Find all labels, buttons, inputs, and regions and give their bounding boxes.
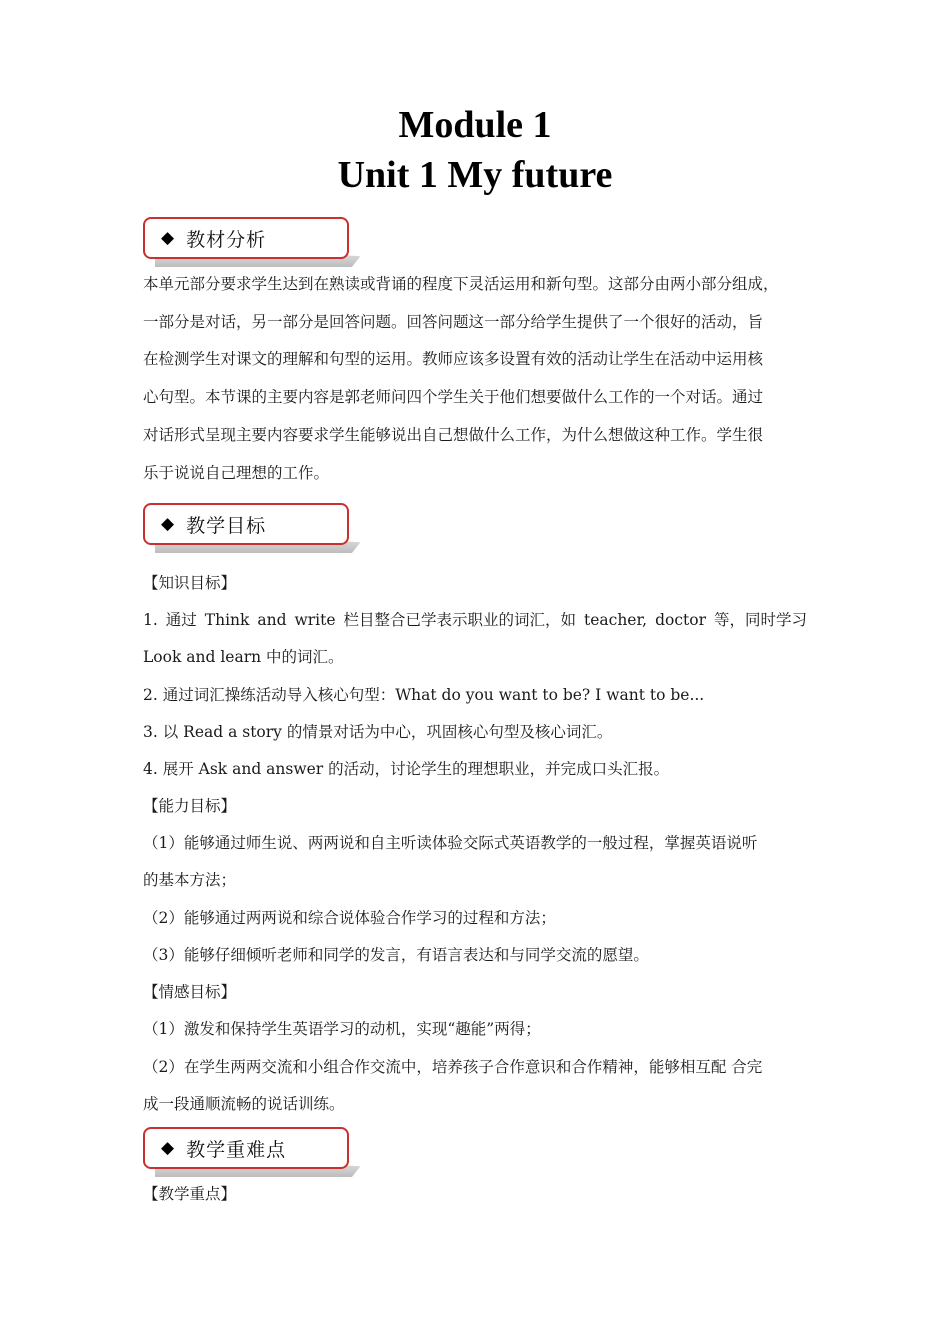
knowledge-item-3: 3. 以 Read a story 的情景对话为中心，巩固核心句型及核心词汇。 (143, 723, 613, 741)
word: doctor (655, 611, 706, 629)
analysis-line: 一部分是对话，另一部分是回答问题。回答问题这一部分给学生提供了一个很好的活动，旨 (143, 312, 764, 331)
ability-item-3: （3）能够仔细倾听老师和同学的发言，有语言表达和与同学交流的愿望。 (143, 946, 649, 964)
analysis-line: 在检测学生对课文的理解和句型的运用。教师应该多设置有效的活动让学生在活动中运用核 (143, 350, 764, 369)
word: and (257, 611, 287, 629)
ability-item-1-cont: 的基本方法； (143, 871, 237, 889)
word: 等，同时学习 (713, 611, 807, 629)
word: Think (204, 611, 250, 629)
ability-heading: 【能力目标】 (143, 797, 237, 815)
section-label: 教材分析 (186, 228, 267, 251)
key-heading: 【教学重点】 (143, 1185, 237, 1203)
emotion-heading: 【情感目标】 (143, 983, 237, 1001)
knowledge-item-2: 2. 通过词汇操练活动导入核心句型：What do you want to be? I want to be... (143, 686, 705, 704)
emotion-item-2-cont: 成一段通顺流畅的说话训练。 (143, 1095, 345, 1113)
knowledge-item-1-cont: Look and learn 中的词汇。 (143, 648, 344, 666)
word: 1. (143, 611, 158, 629)
analysis-line: 本单元部分要求学生达到在熟读或背诵的程度下灵活运用和新句型。这部分由两小部分组成， (143, 275, 779, 293)
analysis-line: 乐于说说自己理想的工作。 (143, 463, 330, 482)
ability-item-1: （1）能够通过师生说、两两说和自主听读体验交际式英语教学的一般过程，掌握英语说听 (143, 834, 758, 852)
section-header-analysis (143, 217, 351, 261)
word: teacher, (584, 611, 648, 629)
ability-item-2: （2）能够通过两两说和综合说体验合作学习的过程和方法； (143, 909, 556, 927)
diamond-icon: ◆ (161, 514, 175, 534)
analysis-line: 对话形式呈现主要内容要求学生能够说出自己想做什么工作，为什么想做这种工作。学生很 (143, 425, 764, 444)
section-header-objectives (143, 503, 351, 547)
knowledge-item-1 (143, 609, 807, 631)
section-box (143, 503, 349, 545)
analysis-paragraph (143, 266, 811, 492)
word: 通过 (165, 611, 197, 629)
knowledge-item-4: 4. 展开 Ask and answer 的活动，讨论学生的理想职业，并完成口头汇报。 (143, 760, 670, 778)
section-box (143, 217, 349, 259)
diamond-icon: ◆ (161, 1138, 175, 1158)
analysis-line: 心句型。本节课的主要内容是郭老师问四个学生关于他们想要做什么工作的一个对话。通过 (143, 388, 764, 407)
module-title: Module 1 (398, 104, 552, 146)
emotion-item-2: （2）在学生两两交流和小组合作交流中，培养孩子合作意识和合作精神，能够相互配 合完 (143, 1058, 763, 1076)
emotion-item-1: （1）激发和保持学生英语学习的动机，实现“趣能”两得； (143, 1020, 541, 1038)
diamond-icon: ◆ (161, 228, 175, 248)
section-header-key-points (143, 1127, 351, 1171)
word: 栏目整合已学表示职业的词汇，如 (343, 611, 577, 629)
knowledge-heading: 【知识目标】 (143, 574, 237, 592)
section-label: 教学重难点 (186, 1138, 287, 1161)
section-box (143, 1127, 349, 1169)
unit-title: Unit 1 My future (337, 154, 613, 196)
word: write (294, 611, 336, 629)
section-label: 教学目标 (186, 514, 267, 537)
